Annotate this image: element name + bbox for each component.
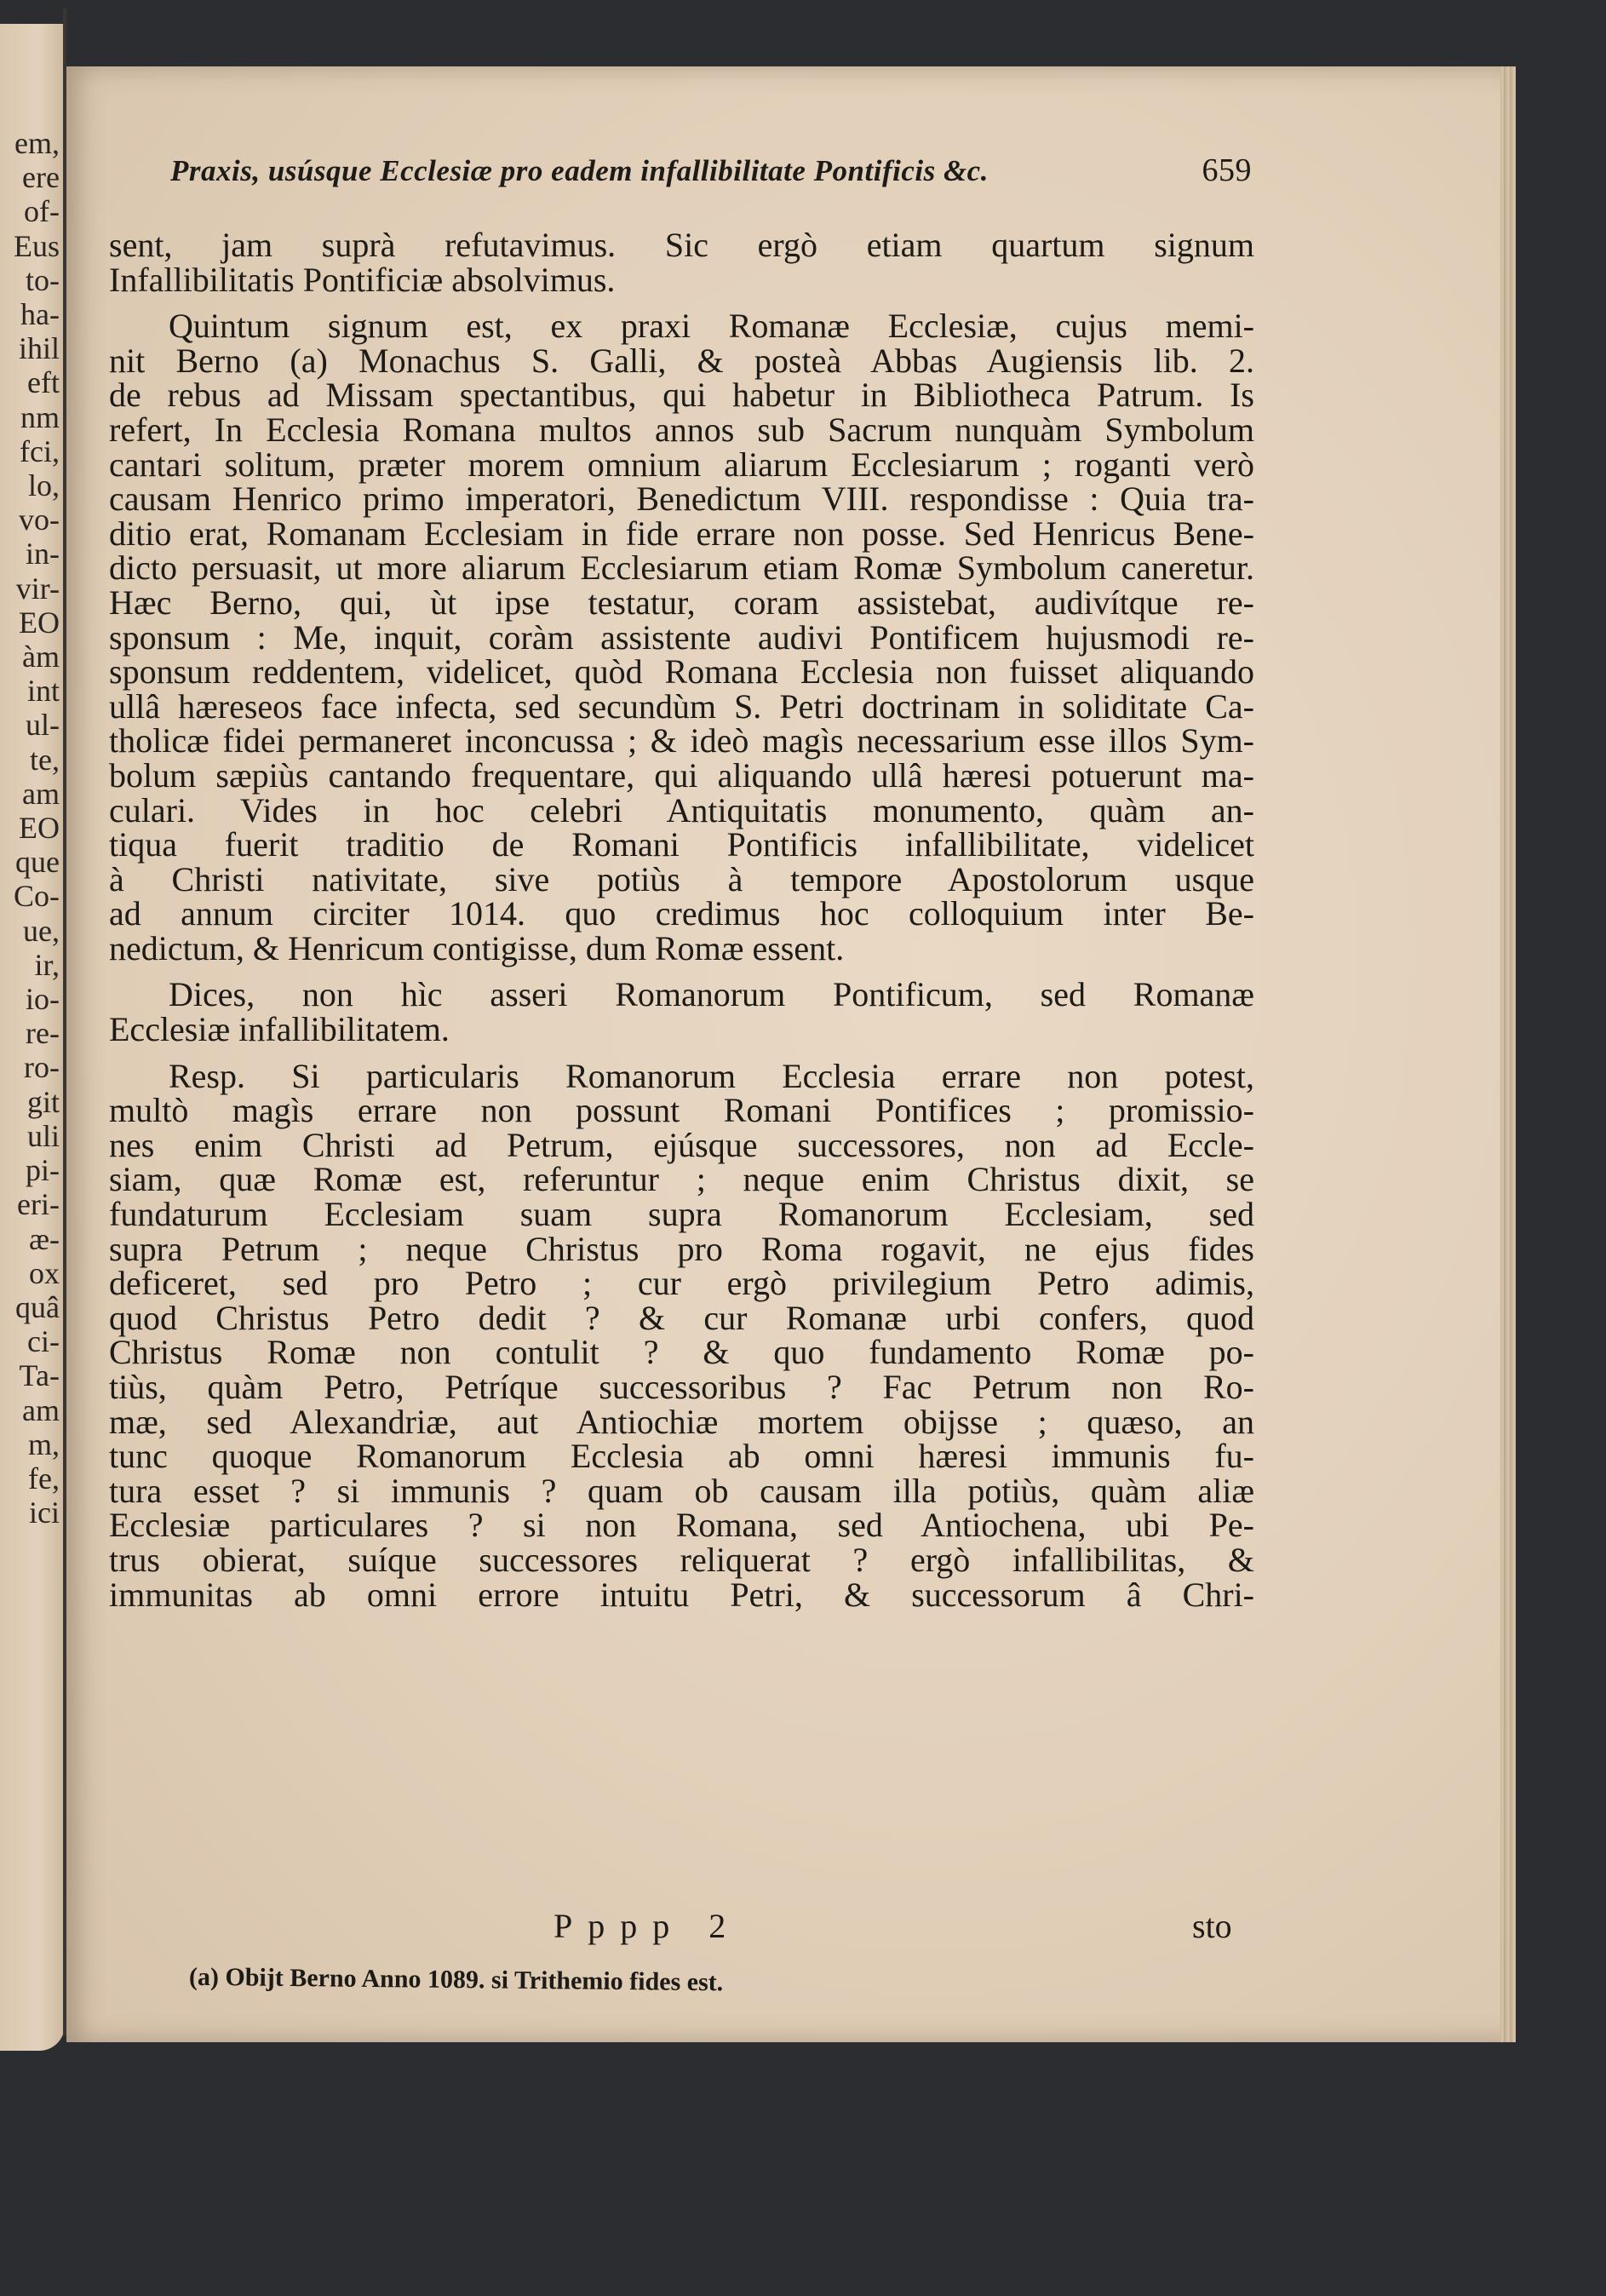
facing-line-fragment: eri- <box>17 1187 60 1222</box>
facing-line-fragment: ici <box>29 1495 60 1530</box>
body-line: nes enim Christi ad Petrum, ejúsque successores, non ad Eccle- <box>109 1125 1254 1164</box>
running-head-title: Praxis, usúsque Ecclesiæ pro eadem infallibilitate Pontificis &c. <box>170 154 989 187</box>
facing-line-fragment: EO <box>19 811 60 846</box>
body-line: causam Henrico primo imperatori, Benedictum VIII. respondisse : Quia tra- <box>109 479 1254 519</box>
body-line: siam, quæ Romæ est, referuntur ; neque enim Christus dixit, se <box>109 1160 1254 1199</box>
facing-line-fragment: ir, <box>34 947 60 982</box>
running-head <box>170 152 1252 189</box>
facing-line-fragment: æ- <box>29 1221 60 1256</box>
facing-line-fragment: io- <box>26 982 60 1017</box>
body-line: supra Petrum ; neque Christus pro Roma rogavit, ne ejus fides <box>109 1229 1254 1268</box>
body-line: Christus Romæ non contulit ? & quo fundamento Romæ po- <box>109 1333 1254 1372</box>
body-line: ullâ hæreseos face infecta, sed secundùm S. Petri doctrinam in soliditate Ca- <box>109 686 1254 726</box>
facing-line-fragment: ci- <box>27 1324 60 1359</box>
facing-line-fragment: Co- <box>14 879 60 914</box>
body-text <box>109 228 1254 1612</box>
body-line: Hæc Berno, qui, ùt ipse testatur, coram assistebat, audivítque re- <box>109 583 1254 622</box>
facing-line-fragment: em, <box>14 126 60 160</box>
facing-line-fragment: git <box>26 1084 60 1119</box>
footnote: (a) Obijt Berno Anno 1089. si Trithemio fides est. <box>188 1962 724 1997</box>
body-line: tiùs, quàm Petro, Petríque successoribus ? Fac Petrum non Ro- <box>109 1368 1254 1406</box>
facing-line-fragment: vo- <box>19 502 60 537</box>
facing-line-fragment: Eus <box>14 228 60 263</box>
facing-page <box>0 24 65 2051</box>
body-line: à Christi nativitate, sive potiùs à tempore Apostolorum usque <box>109 859 1254 898</box>
body-line: immunitas ab omni errore intuitu Petri, & successorum â Chri- <box>109 1575 1254 1614</box>
facing-line-fragment: ihil <box>18 331 60 366</box>
facing-line-fragment: pi- <box>26 1153 60 1188</box>
facing-line-fragment: ha- <box>20 297 60 332</box>
facing-line-fragment: int <box>26 674 60 709</box>
facing-line-fragment: am <box>22 1392 60 1427</box>
facing-line-fragment: que <box>15 845 60 880</box>
facing-line-fragment: of- <box>24 194 60 229</box>
facing-line-fragment: nm <box>20 399 60 434</box>
body-line: bolum sæpiùs cantando frequentare, qui aliquando ullâ hæresi potuerunt ma- <box>109 755 1254 795</box>
body-line: sponsum : Me, inquit, coràm assistente audivi Pontificem hujusmodi re- <box>109 617 1254 657</box>
body-line: mæ, sed Alexandriæ, aut Antiochiæ mortem obijsse ; quæso, an <box>109 1402 1254 1441</box>
body-line: de rebus ad Missam spectantibus, qui habetur in Bibliotheca Patrum. Is <box>109 376 1254 415</box>
facing-line-fragment: re- <box>26 1016 60 1051</box>
body-line: ditio erat, Romanam Ecclesiam in fide errare non posse. Sed Henricus Bene- <box>109 514 1254 553</box>
body-line: nedictum, & Henricum contigisse, dum Romæ essent. <box>109 928 845 967</box>
body-line: quod Christus Petro dedit ? & cur Romanæ urbi confers, quod <box>109 1298 1254 1337</box>
facing-line-fragment: fci, <box>20 433 60 468</box>
catchword: sto <box>1192 1907 1232 1945</box>
page-edges <box>1500 66 1516 2042</box>
body-line: dicto persuasit, ut more aliarum Ecclesiarum etiam Romæ Symbolum caneretur. <box>109 548 1254 588</box>
facing-line-fragment: ro- <box>24 1050 60 1085</box>
body-line: sent, jam suprà refutavimus. Sic ergò etiam quartum signum <box>109 226 1254 264</box>
facing-line-fragment: te, <box>30 742 60 777</box>
body-line: Quintum signum est, ex praxi Romanæ Ecclesiæ, cujus memi- <box>169 307 1254 346</box>
body-line: tura esset ? si immunis ? quam ob causam illa potiùs, quàm aliæ <box>109 1471 1254 1510</box>
body-line: Ecclesiæ infallibilitatem. <box>109 1010 450 1049</box>
facing-line-fragment: ul- <box>26 708 60 743</box>
signature-mark: Pppp 2 <box>553 1907 742 1945</box>
facing-line-fragment: lo, <box>27 468 60 503</box>
body-line: Dices, non hìc asseri Romanorum Pontificum, sed Romanæ <box>169 975 1254 1014</box>
body-line: multò magìs errare non possunt Romani Pontifices ; promissio- <box>109 1091 1254 1130</box>
body-line: tunc quoque Romanorum Ecclesia ab omni hæresi immunis fu- <box>109 1437 1254 1476</box>
facing-line-fragment: quâ <box>15 1289 60 1324</box>
facing-line-fragment: vir- <box>15 571 60 606</box>
page-number: 659 <box>1202 152 1252 188</box>
facing-line-fragment: to- <box>26 262 60 297</box>
facing-line-fragment: àm <box>22 640 60 674</box>
body-line: fundaturum Ecclesiam suam supra Romanorum Ecclesiam, sed <box>109 1195 1254 1234</box>
body-line: trus obierat, suíque successores reliquerat ? ergò infallibilitas, & <box>109 1540 1254 1579</box>
facing-line-fragment: uli <box>26 1118 60 1153</box>
facing-line-fragment: ere <box>22 160 60 195</box>
body-line: nit Berno (a) Monachus S. Galli, & posteà Abbas Augiensis lib. 2. <box>109 341 1254 380</box>
facing-line-fragment: EO <box>19 605 60 640</box>
body-line: cantari solitum, præter morem omnium aliarum Ecclesiarum ; roganti verò <box>109 445 1254 484</box>
facing-line-fragment: am <box>22 776 60 811</box>
body-line: Ecclesiæ particulares ? si non Romana, sed Antiochena, ubi Pe- <box>109 1506 1254 1545</box>
body-line: deficeret, sed pro Petro ; cur ergò privilegium Petro adimis, <box>109 1264 1254 1303</box>
facing-line-fragment: in- <box>26 537 60 571</box>
body-line: tiqua fuerit traditio de Romani Pontificis infallibilitate, videlicet <box>109 825 1254 864</box>
facing-line-fragment: m, <box>27 1426 60 1461</box>
body-line: culari. Vides in hoc celebri Antiquitatis monumento, quàm an- <box>109 790 1254 829</box>
body-line: Infallibilitatis Pontificiæ absolvimus. <box>109 260 616 299</box>
facing-page-text <box>14 126 60 1530</box>
facing-line-fragment: ox <box>29 1255 60 1290</box>
facing-line-fragment: Ta- <box>19 1358 60 1393</box>
facing-line-fragment: eft <box>27 365 60 400</box>
body-line: Resp. Si particularis Romanorum Ecclesia errare non potest, <box>169 1056 1254 1095</box>
body-line: refert, In Ecclesia Romana multos annos sub Sacrum nunquàm Symbolum <box>109 410 1254 449</box>
facing-line-fragment: fe, <box>28 1461 60 1495</box>
body-line: ad annum circiter 1014. quo credimus hoc colloquium inter Be- <box>109 894 1254 933</box>
facing-line-fragment: ue, <box>23 913 60 948</box>
body-line: tholicæ fidei permaneret inconcussa ; & ideò magìs necessarium esse illos Sym- <box>109 721 1254 761</box>
body-line: sponsum reddentem, videlicet, quòd Romana Ecclesia non fuisset aliquando <box>109 652 1254 692</box>
